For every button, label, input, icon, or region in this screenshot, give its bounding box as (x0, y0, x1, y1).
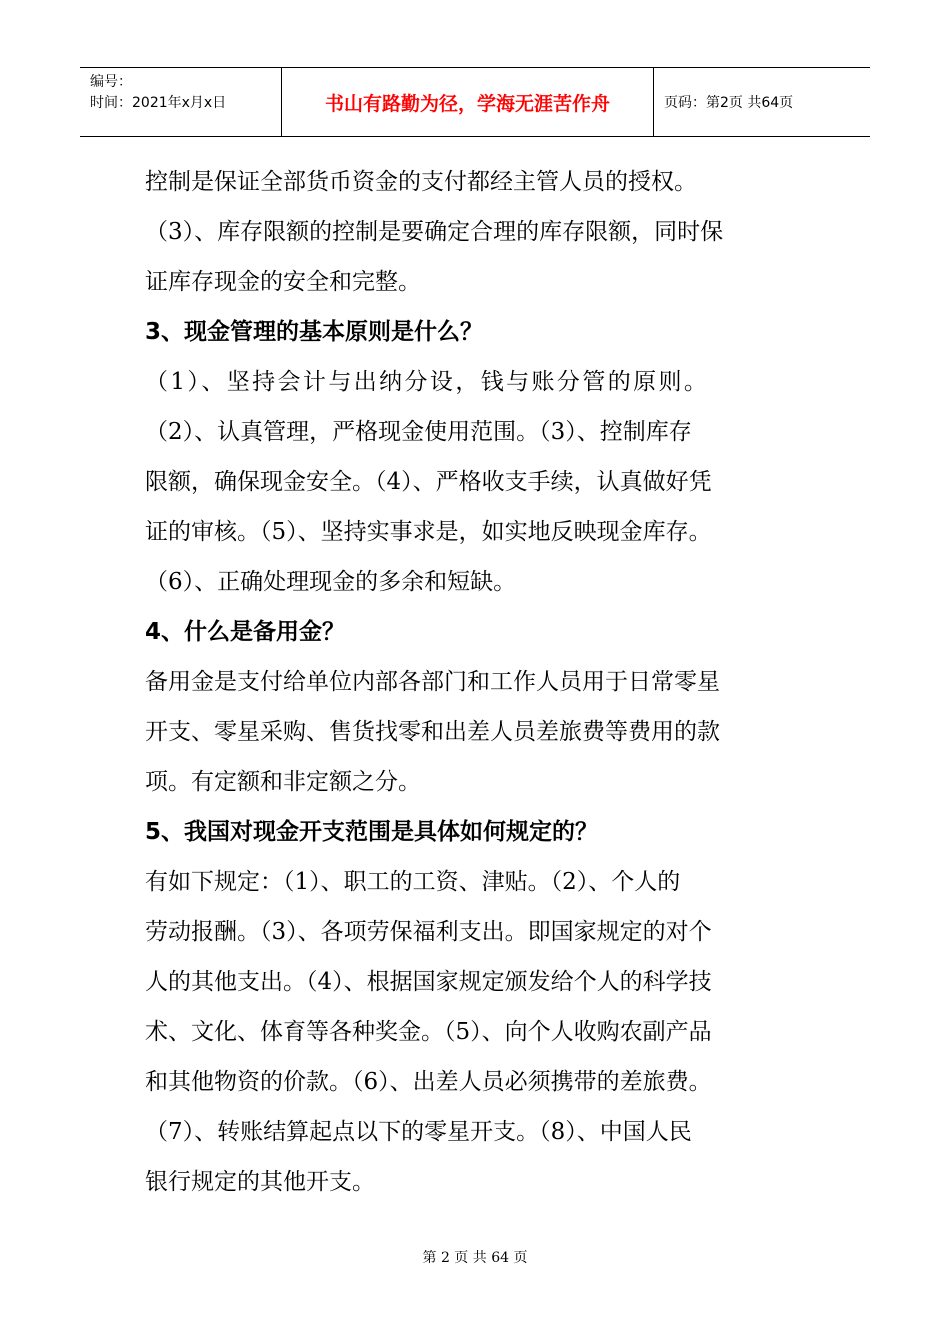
text-line: 备用金是支付给单位内部各部门和工作人员用于日常零星 (145, 669, 720, 695)
text-line: （2）、认真管理，严格现金使用范围。（3）、控制库存 (145, 419, 692, 445)
header-page-info: 页码：第2页 共64页 (664, 95, 794, 111)
text-line: （3）、库存限额的控制是要确定合理的库存限额，同时保 (145, 219, 724, 245)
text-line: 项。有定额和非定额之分。 (145, 769, 421, 795)
text-line: 限额，确保现金安全。（4）、严格收支手续，认真做好凭 (145, 469, 712, 495)
text-line: 劳动报酬。（3）、各项劳保福利支出。即国家规定的对个 (145, 919, 712, 945)
text-line: 证库存现金的安全和完整。 (145, 269, 421, 295)
text-line: 控制是保证全部货币资金的支付都经主管人员的授权。 (145, 169, 697, 195)
text-line: 术、文化、体育等各种奖金。（5）、向个人收购农副产品 (145, 1019, 712, 1045)
question-heading: 4、什么是备用金？ (145, 619, 346, 645)
text-line: 有如下规定：（1）、职工的工资、津贴。（2）、个人的 (145, 869, 681, 895)
text-line: 和其他物资的价款。（6）、出差人员必须携带的差旅费。 (145, 1069, 712, 1095)
text-line: 人的其他支出。（4）、根据国家规定颁发给个人的科学技 (145, 969, 712, 995)
question-heading: 3、现金管理的基本原则是什么？ (145, 319, 484, 345)
page-header (80, 67, 870, 137)
text-line: （1）、坚持会计与出纳分设，钱与账分管的原则。 (145, 369, 710, 395)
text-line: 银行规定的其他开支。 (145, 1169, 375, 1195)
question-heading: 5、我国对现金开支范围是具体如何规定的？ (145, 819, 599, 845)
page-footer: 第 2 页 共 64 页 (422, 1250, 528, 1266)
text-line: （7）、转账结算起点以下的零星开支。（8）、中国人民 (145, 1119, 692, 1145)
text-line: （6）、正确处理现金的多余和短缺。 (145, 569, 517, 595)
header-motto: 书山有路勤为径，学海无涯苦作舟 (282, 68, 654, 136)
text-line: 开支、零星采购、售货找零和出差人员差旅费等费用的款 (145, 719, 720, 745)
document-body (145, 157, 810, 1207)
serial-label: 编号： (90, 74, 132, 90)
time-label: 时间：2021年x月x日 (90, 95, 227, 111)
header-meta (80, 68, 282, 136)
text-line: 证的审核。（5）、坚持实事求是，如实地反映现金库存。 (145, 519, 712, 545)
